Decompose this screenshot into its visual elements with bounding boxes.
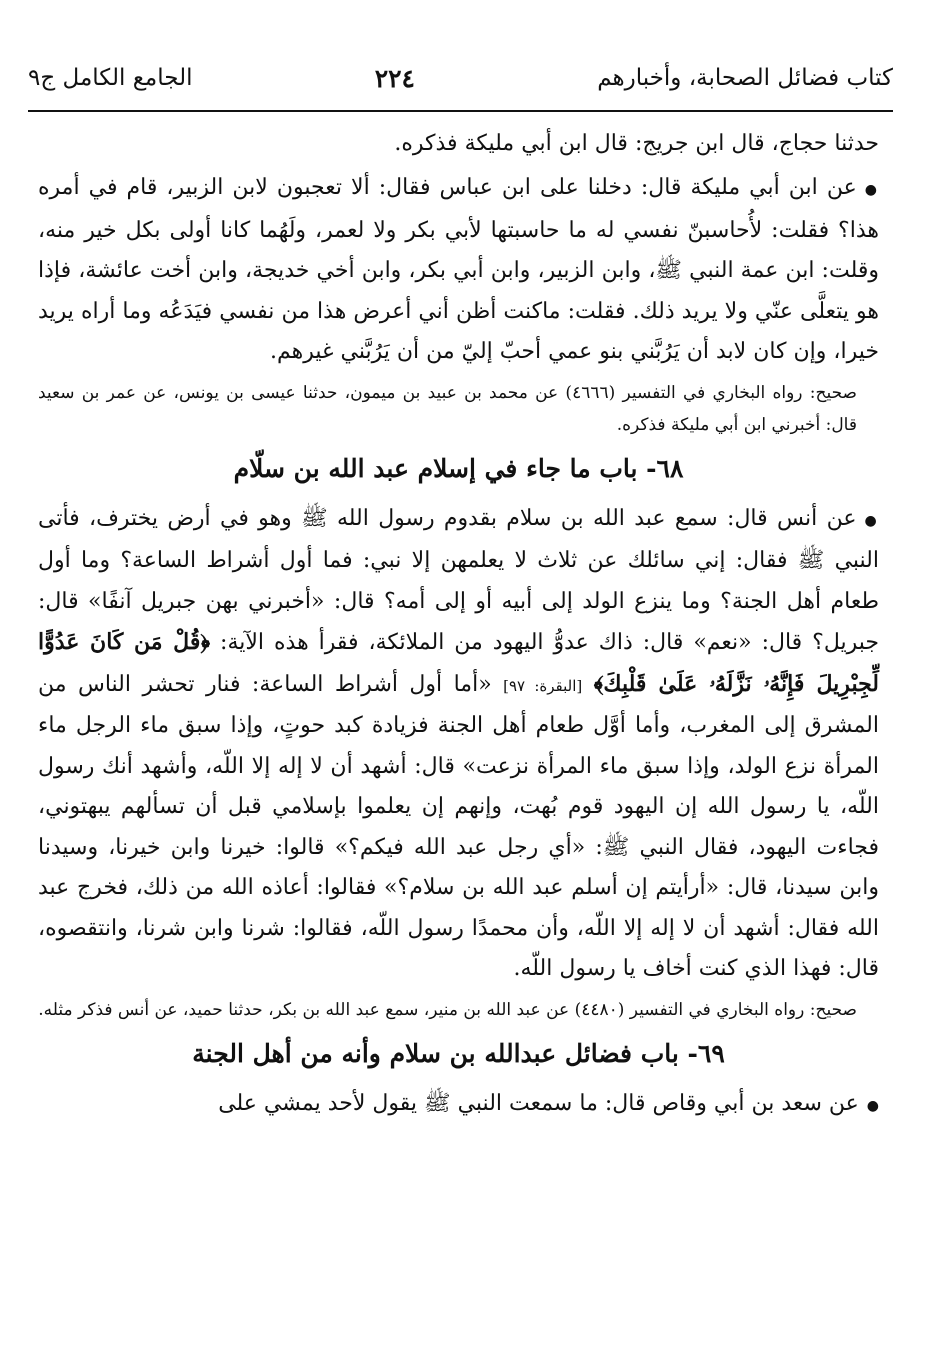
header-rule	[28, 110, 893, 112]
quran-verse: ﴿قُلْ مَن كَانَ عَدُوًّا لِّجِبْرِيلَ فَإِنَّهُۥ نَزَّلَهُۥ عَلَىٰ قَلْبِكَ﴾	[38, 629, 879, 697]
hadith-paragraph	[38, 499, 879, 990]
takhrij-note: صحيح: رواه البخاري في التفسير (٤٦٦٦) عن محمد بن عبيد بن ميمون، حدثنا عيسى بن يونس، عن عمر بن سعيد قال: أخبرني ابن أبي مليكة فذكره.	[38, 382, 857, 435]
quran-reference: [البقرة: ٩٧]	[503, 676, 583, 695]
bullet-icon: ●	[866, 1097, 879, 1114]
bullet-icon: ●	[864, 182, 879, 198]
takhrij-note: صحيح: رواه البخاري في التفسير (٤٤٨٠) عن عبد الله بن منير، سمع عبد الله بن بكر، حدثنا حميد، عن أنس فذكر مثله.	[38, 999, 857, 1020]
chapter-heading: ٦٨- باب ما جاء في إسلام عبد الله بن سلّام	[233, 453, 684, 483]
intro-line: حدثنا حجاج، قال ابن جريج: قال ابن أبي مليكة فذكره.	[394, 131, 879, 156]
chapter-heading: ٦٩- باب فضائل عبدالله بن سلام وأنه من أهل الجنة	[192, 1038, 725, 1068]
page-number: ٢٢٤	[374, 63, 415, 93]
hadith-paragraph	[38, 168, 879, 373]
hadith-paragraph	[38, 1084, 879, 1127]
bullet-icon: ●	[864, 512, 879, 529]
page-content	[38, 124, 879, 1126]
hadith-text: عن سعد بن أبي وقاص قال: ما سمعت النبي ﷺ يقول لأحد يمشي على	[218, 1090, 859, 1116]
book-title: كتاب فضائل الصحابة، وأخبارهم	[597, 65, 893, 91]
hadith-text: «أما أول أشراط الساعة: فنار تحشر الناس من المشرق إلى المغرب، وأما أوَّل طعام أهل الجنة فزيادة كبد حوتٍ، وإذا سبق ماء الرجل ماء المرأة نزع الولد، وإذا سبق ماء المرأة نزعت» قال: أشهد أن لا إله إلا اللّه، وأشهد أنك رسول اللّه، يا رسول الله إن اليهود قوم بُهت، وإنهم إن يعلموا بإسلامي قبل أن تسألهم يبهتوني، فجاءت اليهود، فقال النبي ﷺ: «أي رجل عبد الله فيكم؟» قالوا: خيرنا وابن خيرنا، وسيدنا وابن سيدنا، قال: «أرأيتم إن أسلم عبد الله بن سلام؟» فقالوا: أعاذه الله من ذلك، فخرج عبد الله فقال: أشهد أن لا إله إلا اللّه، وأن محمدًا رسول اللّه، فقالوا: شرنا وابن شرنا، وانتقصوه، قال: فهذا الذي كنت أخاف يا رسول اللّه.	[38, 671, 879, 981]
page-header	[28, 56, 893, 100]
collection-title: الجامع الكامل ج٩	[28, 65, 193, 91]
hadith-text: عن أنس قال: سمع عبد الله بن سلام بقدوم رسول الله ﷺ وهو في أرض يخترف، فأتى النبي ﷺ فقال: إني سائلك عن ثلاث لا يعلمهن إلا نبي: فما أول أشراط الساعة؟ وما أول طعام أهل الجنة؟ وما ينزع الولد إلى أبيه أو إلى أمه؟ قال: «أخبرني بهن جبريل آنفًا» قال: جبريل؟ قال: «نعم» قال: ذاك عدوُّ اليهود من الملائكة، فقرأ هذه الآية:	[38, 505, 879, 655]
hadith-text: عن ابن أبي مليكة قال: دخلنا على ابن عباس فقال: ألا تعجبون لابن الزبير، قام في أمره هذا؟ فقلت: لأُحاسبنّ نفسي له ما حاسبتها لأبي بكر ولا لعمر، ولَهُما كانا أولى بكل خير منه، وقلت: ابن عمة النبي ﷺ، وابن الزبير، وابن أبي بكر، وابن أخي خديجة، وابن أخت عائشة، فإذا هو يتعلَّى عنّي ولا يريد ذلك. فقلت: ماكنت أظن أني أعرض هذا من نفسي فيَدَعُه وما أراه يريد خيرا، وإن كان لابد أن يَرُبَّني بنو عمي أحبّ إليّ من أن يَرُبَّني غيرهم.	[38, 175, 879, 364]
